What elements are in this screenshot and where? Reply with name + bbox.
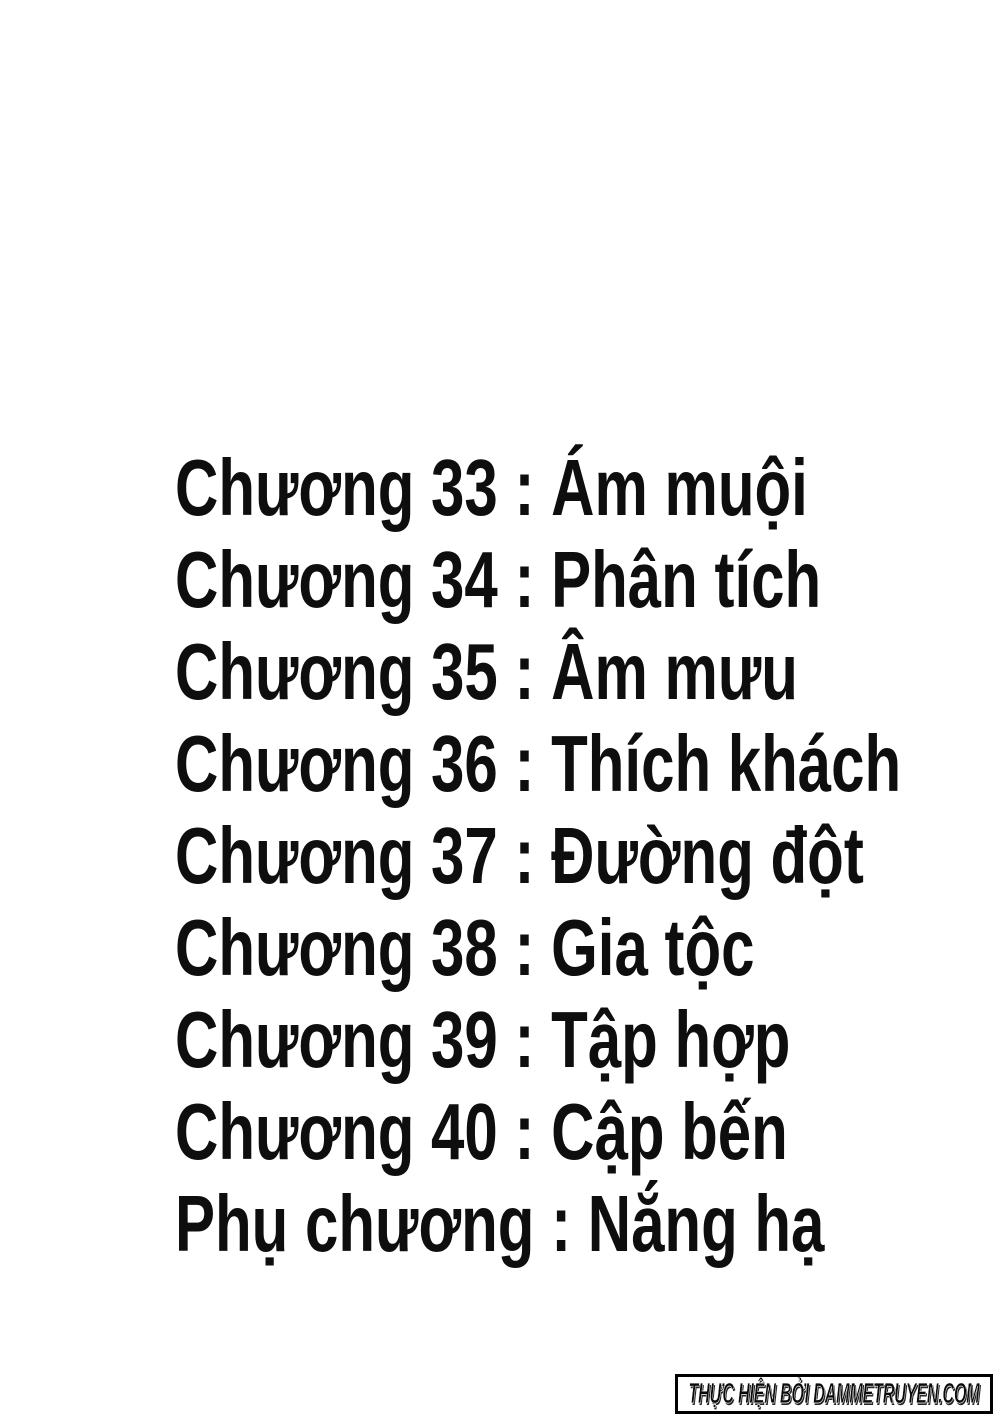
chapter-list-item: Chương 34 : Phân tích (175, 535, 822, 624)
watermark-badge (675, 1374, 993, 1414)
chapter-list-item: Chương 33 : Ám muội (175, 443, 808, 532)
chapter-list-item: Chương 39 : Tập hợp (175, 995, 791, 1084)
chapter-list-item: Chương 38 : Gia tộc (175, 903, 755, 992)
chapter-list-item: Phụ chương : Nắng hạ (175, 1179, 825, 1268)
chapter-list-item: Chương 35 : Âm mưu (175, 627, 798, 716)
chapter-list-item: Chương 40 : Cập bến (175, 1087, 788, 1176)
chapter-list-item: Chương 37 : Đường đột (175, 811, 864, 900)
watermark-text: THỰC HIỆN BỞI DAMMETRUYEN.COM (688, 1377, 980, 1410)
chapter-list (175, 442, 901, 1270)
chapter-list-item: Chương 36 : Thích khách (175, 719, 902, 808)
